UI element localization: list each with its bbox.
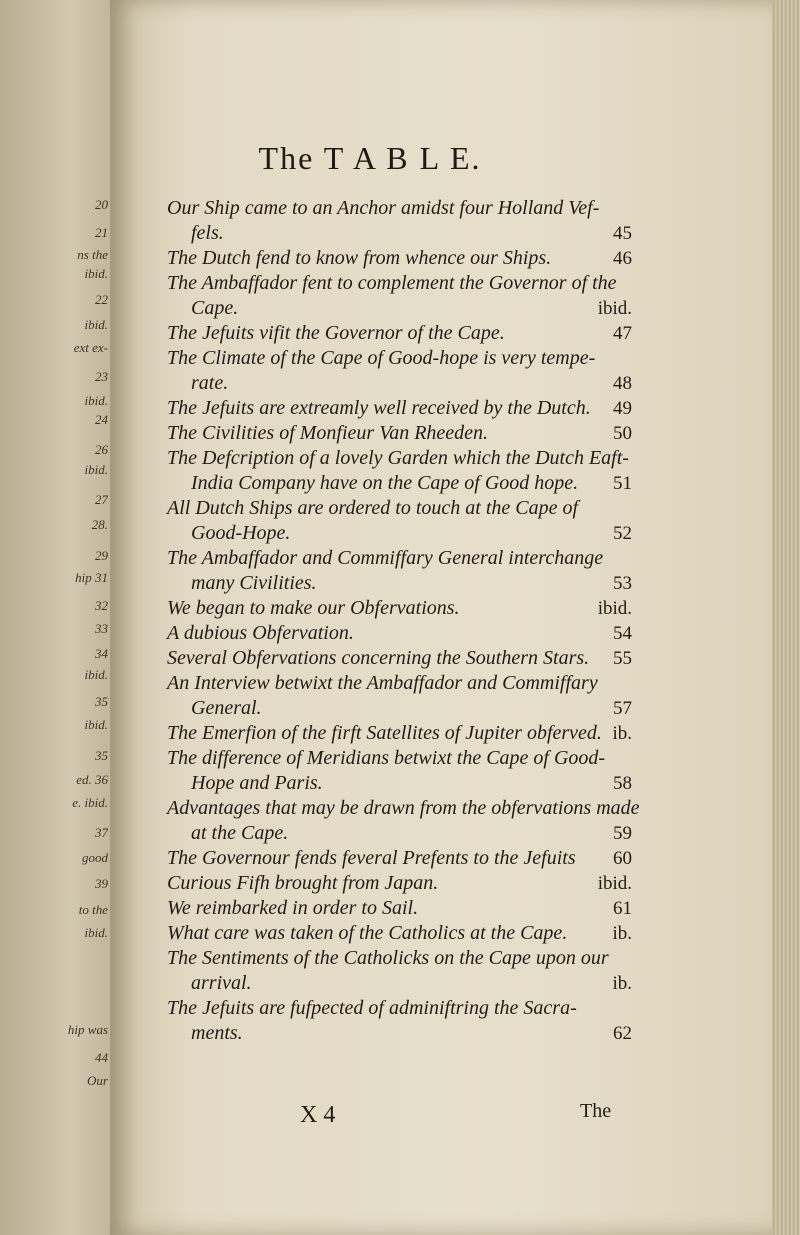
entry-text: All Dutch Ships are ordered to touch at the Cape of — [167, 497, 579, 519]
entry-text: Advantages that may be drawn from the obfervations made — [167, 797, 640, 819]
previous-page-fragment: 21 — [95, 225, 108, 240]
entry-text: Our Ship came to an Anchor amidst four Holland Vef- — [167, 197, 600, 219]
entry-text: An Interview betwixt the Ambaffador and Commiffary — [167, 672, 598, 694]
previous-page-fragment: ns the — [77, 247, 108, 262]
contents-list — [167, 196, 640, 1046]
previous-page-fragment: 23 — [95, 369, 108, 384]
entry-page-number: ib. — [612, 923, 632, 944]
contents-entry — [167, 996, 632, 1046]
contents-entry — [167, 396, 632, 421]
entry-text: The Ambaffador and Commiffary General interchange — [167, 547, 604, 569]
contents-entry — [167, 846, 632, 871]
entry-page-number: 50 — [613, 423, 632, 444]
entry-page-number: 55 — [613, 648, 632, 669]
entry-text: We reimbarked in order to Sail. — [167, 897, 419, 919]
previous-page-fragment: 34 — [95, 646, 108, 661]
entry-page-number: 45 — [613, 223, 632, 244]
previous-page-fragment: 28. — [91, 517, 108, 532]
previous-page-fragment: good — [82, 850, 108, 865]
previous-page-fragment: ibid. — [84, 393, 108, 408]
entry-page-number: 62 — [613, 1023, 632, 1044]
previous-page-fragment: 26 — [95, 442, 108, 457]
entry-page-number: 46 — [613, 248, 632, 269]
entry-page-number: 47 — [613, 323, 632, 344]
previous-page-fragment: ibid. — [84, 462, 108, 477]
previous-page-fragment: 24 — [95, 412, 108, 427]
entry-page-number: ibid. — [597, 873, 632, 894]
previous-page-fragment: 35 — [95, 748, 108, 763]
previous-page-fragment: 27 — [95, 492, 108, 507]
entry-text: Cape. — [191, 297, 239, 319]
entry-text: We began to make our Obfervations. — [167, 597, 460, 619]
entry-text: rate. — [191, 372, 229, 394]
previous-page-fragment: 32 — [95, 598, 108, 613]
entry-text: arrival. — [191, 972, 252, 994]
contents-entry — [167, 446, 632, 496]
previous-page-fragment: ed. 36 — [76, 772, 108, 787]
contents-entry — [167, 421, 632, 446]
previous-page-fragment: 44 — [95, 1050, 108, 1065]
catchword: The — [580, 1100, 612, 1122]
previous-page-fragment: 20 — [95, 197, 108, 212]
previous-page-fragment: ibid. — [84, 317, 108, 332]
entry-page-number: ib. — [612, 723, 632, 744]
entry-text: The Governour fends feveral Prefents to the Jefuits — [167, 847, 576, 869]
contents-entry — [167, 346, 632, 396]
previous-page-fragment: 35 — [95, 694, 108, 709]
previous-page-fragment: ibid. — [84, 925, 108, 940]
entry-text: A dubious Obfervation. — [167, 622, 354, 644]
contents-entry — [167, 921, 632, 946]
entry-text: The Jefuits are fufpected of adminiftring the Sacra- — [167, 997, 577, 1019]
previous-page-fragment: hip was — [67, 1022, 108, 1037]
contents-entry — [167, 746, 632, 796]
previous-page-fragment: ext ex- — [73, 340, 108, 355]
entry-text: India Company have on the Cape of Good hope. — [191, 472, 579, 494]
entry-page-number: 49 — [613, 398, 632, 419]
contents-entry — [167, 496, 632, 546]
contents-entry — [167, 796, 640, 846]
previous-page-fragment: 33 — [95, 621, 108, 636]
entry-text: ments. — [191, 1022, 243, 1044]
entry-page-number: 51 — [613, 473, 632, 494]
entry-page-number: 54 — [613, 623, 632, 644]
entry-text: The Jefuits are extreamly well received by the Dutch. — [167, 397, 591, 419]
previous-page-fragment: e. ibid. — [72, 795, 108, 810]
entry-page-number: ib. — [612, 973, 632, 994]
contents-entry — [167, 546, 632, 596]
entry-text: Several Obfervations concerning the Southern Stars. — [167, 647, 590, 669]
previous-page-fragment: 22 — [95, 292, 108, 307]
entry-text: many Civilities. — [191, 572, 317, 594]
entry-text: The Ambaffador fent to complement the Governor of the — [167, 272, 617, 294]
entry-text: The Jefuits vifit the Governor of the Cape. — [167, 322, 505, 344]
contents-entry — [167, 621, 632, 646]
entry-text: The Emerfion of the firft Satellites of Jupiter obferved. — [167, 722, 602, 744]
entry-page-number: 60 — [613, 848, 632, 869]
entry-text: The Civilities of Monfieur Van Rheeden. — [167, 422, 489, 444]
entry-text: at the Cape. — [191, 822, 289, 844]
entry-text: Curious Fifh brought from Japan. — [167, 872, 439, 894]
contents-entry — [167, 321, 632, 346]
previous-page-fragment: 29 — [95, 548, 108, 563]
page-title: The T A B L E. — [258, 140, 482, 176]
contents-entry — [167, 671, 632, 721]
entry-page-number: 52 — [613, 523, 632, 544]
entry-text: Hope and Paris. — [191, 772, 323, 794]
table-of-contents-page — [110, 0, 772, 1235]
entry-text: The difference of Meridians betwixt the Cape of Good- — [167, 747, 606, 769]
previous-page-fragment: Our — [87, 1073, 108, 1088]
contents-entry — [167, 896, 632, 921]
entry-page-number: ibid. — [597, 598, 632, 619]
entry-text: The Dutch fend to know from whence our Ships. — [167, 247, 552, 269]
contents-entry — [167, 196, 632, 246]
previous-page-fragment: 39 — [95, 876, 108, 891]
entry-text: The Defcription of a lovely Garden which the Dutch Eaft- — [167, 447, 629, 469]
entry-text: Good-Hope. — [191, 522, 291, 544]
contents-entry — [167, 721, 632, 746]
contents-entry — [167, 246, 632, 271]
entry-text: The Climate of the Cape of Good-hope is very tempe- — [167, 347, 596, 369]
previous-page-margin — [0, 0, 118, 1235]
entry-page-number: 48 — [613, 373, 632, 394]
signature-mark: X 4 — [300, 1102, 336, 1128]
entry-text: The Sentiments of the Catholicks on the Cape upon our — [167, 947, 609, 969]
book-edge — [772, 0, 800, 1235]
entry-text: fels. — [191, 222, 224, 244]
entry-page-number: 53 — [613, 573, 632, 594]
contents-entry — [167, 946, 632, 996]
previous-page-fragment: ibid. — [84, 717, 108, 732]
entry-page-number: 57 — [613, 698, 632, 719]
entry-page-number: 58 — [613, 773, 632, 794]
entry-page-number: 59 — [613, 823, 632, 844]
previous-page-fragment: to the — [78, 902, 108, 917]
previous-page-fragment: ibid. — [84, 266, 108, 281]
contents-entry — [167, 271, 632, 321]
previous-page-fragment: hip 31 — [75, 570, 108, 585]
previous-page-fragment: ibid. — [84, 667, 108, 682]
entry-text: General. — [191, 697, 262, 719]
entry-page-number: 61 — [613, 898, 632, 919]
contents-entry — [167, 646, 632, 671]
entry-text: What care was taken of the Catholics at the Cape. — [167, 922, 568, 944]
previous-page-fragment: 37 — [95, 825, 108, 840]
contents-entry — [167, 871, 632, 896]
entry-page-number: ibid. — [597, 298, 632, 319]
contents-entry — [167, 596, 632, 621]
